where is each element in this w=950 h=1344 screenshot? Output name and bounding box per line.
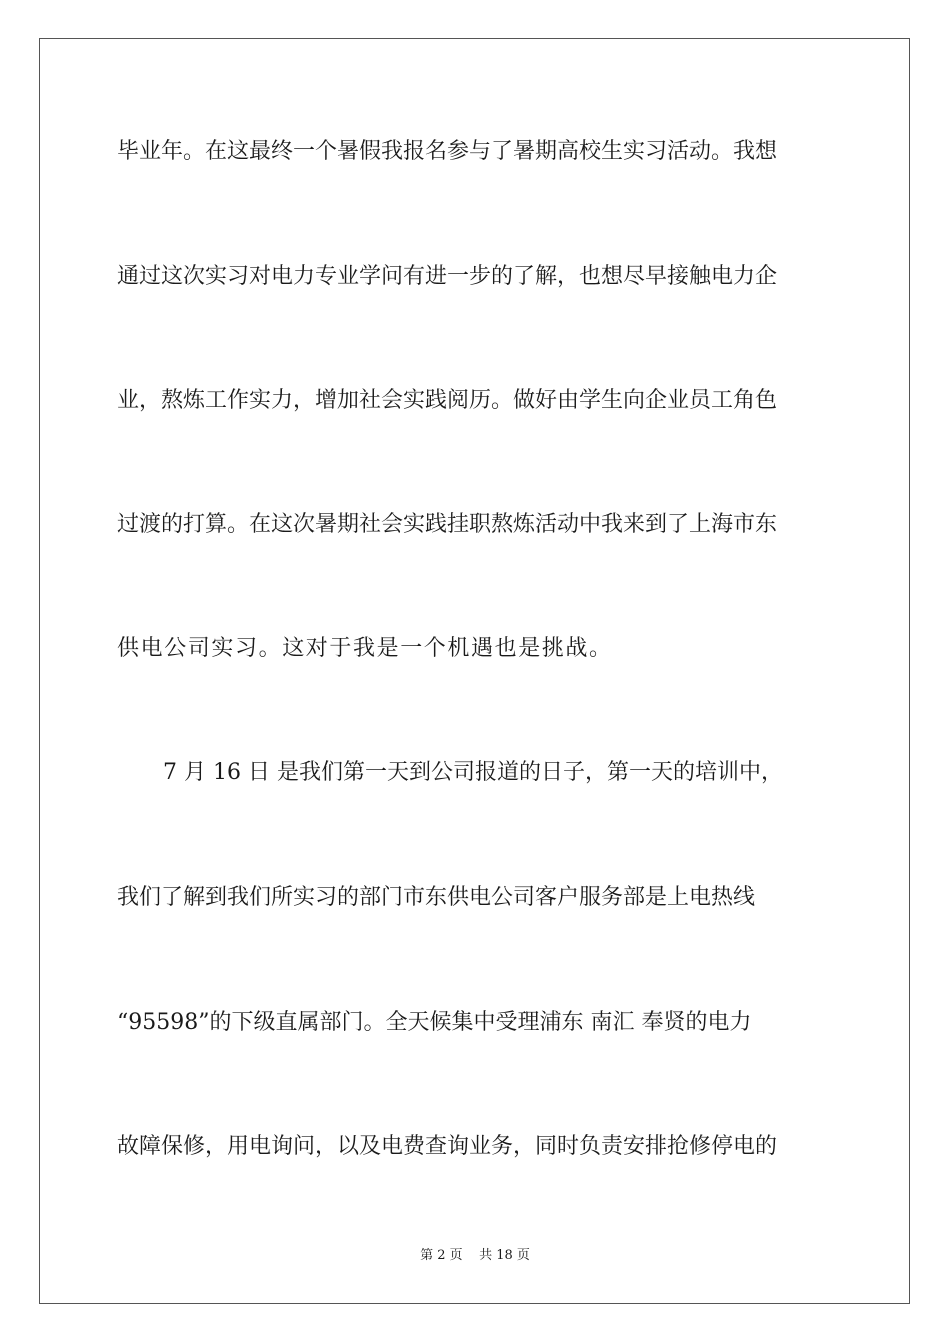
page-border: [39, 38, 910, 1304]
body-line-4: 过渡的打算。在这次暑期社会实践挂职熬炼活动中我来到了上海市东: [117, 512, 778, 537]
body-line-9: 故障保修，用电询问，以及电费查询业务，同时负责安排抢修停电的: [117, 1134, 778, 1159]
page-footer: [0, 1247, 950, 1265]
body-line-2: 通过这次实习对电力专业学问有进一步的了解，也想尽早接触电力企: [117, 264, 778, 289]
body-line-3: 业，熬炼工作实力，增加社会实践阅历。做好由学生向企业员工角色: [117, 388, 778, 413]
body-line-7: 我们了解到我们所实习的部门市东供电公司客户服务部是上电热线: [117, 885, 756, 910]
body-line-8: “95598”的下级直属部门。全天候集中受理浦东 南汇 奉贤的电力: [117, 1010, 752, 1035]
paragraph-start-line: 7 月 16 日 是我们第一天到公司报道的日子，第一天的培训中，: [163, 760, 783, 785]
body-line-5: 供电公司实习。这对于我是一个机遇也是挑战。: [117, 636, 613, 661]
page-number-label: 第 2 页 共 18 页: [420, 1248, 530, 1263]
body-line-1: 毕业年。在这最终一个暑假我报名参与了暑期高校生实习活动。我想: [117, 139, 778, 164]
